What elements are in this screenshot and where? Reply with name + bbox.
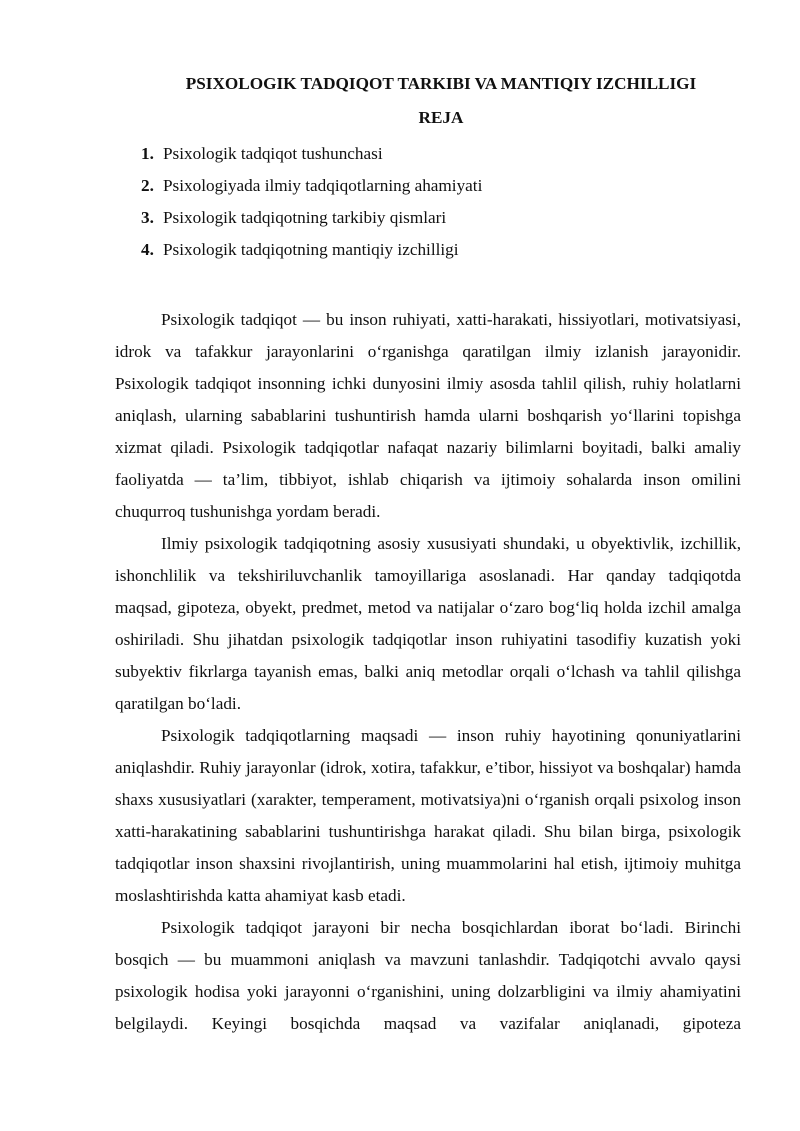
document-page [115,72,741,1040]
plan-item-number: 3. [141,208,154,227]
body-text [115,304,741,1040]
plan-item-number: 1. [141,144,154,163]
plan-item [115,234,741,266]
plan-list [115,138,741,266]
plan-item [115,170,741,202]
plan-item-text: Psixologik tadqiqotning mantiqiy izchilligi [163,240,459,259]
plan-item [115,202,741,234]
document-title: PSIXOLOGIK TADQIQOT TARKIBI VA MANTIQIY IZCHILLIGI [185,74,697,93]
plan-item [115,138,741,170]
plan-item-number: 2. [141,176,154,195]
plan-item-number: 4. [141,240,154,259]
plan-item-text: Psixologiyada ilmiy tadqiqotlarning ahamiyati [163,176,483,195]
paragraph: Psixologik tadqiqotlarning maqsadi — inson ruhiy hayotining qonuniyatlarini aniqlashdir. Ruhiy jarayonlar (idrok, xotira, tafakkur, e’tibor, hissiyot va boshqalar) hamda shaxs xususiyatlari (xarakter, temperament, motivatsiya)ni o‘rganish orqali psixolog inson xatti-harakatining sabablarini tushuntirishga harakat qiladi. Shu bilan birga, psixologik tadqiqotlar inson shaxsini rivojlantirish, uning muammolarini hal etish, ijtimoiy muhitga moslashtirishda katta ahamiyat kasb etadi. [115,726,741,905]
plan-item-text: Psixologik tadqiqotning tarkibiy qismlari [163,208,447,227]
paragraph: Psixologik tadqiqot jarayoni bir necha bosqichlardan iborat bo‘ladi. Birinchi bosqich — bu muammoni aniqlash va mavzuni tanlashdir. Tadqiqotchi avvalo qaysi psixologik hodisa yoki jarayonni o‘rganishini, uning dolzarbligini va ilmiy ahamiyatini belgilaydi. Keyingi bosqichda maqsad va vazifalar aniqlanadi, gipoteza [115,918,741,1033]
paragraph: Ilmiy psixologik tadqiqotning asosiy xususiyati shundaki, u obyektivlik, izchillik, ishonchlilik va tekshiriluvchanlik tamoyillariga asoslanadi. Har qanday tadqiqotda maqsad, gipoteza, obyekt, predmet, metod va natijalar o‘zaro bog‘liq holda izchil amalga oshiriladi. Shu jihatdan psixologik tadqiqotlar inson ruhiyatini tasodifiy kuzatish yoki subyektiv fikrlarga tayanish emas, balki aniq metodlar orqali o‘lchash va tahlil qilishga qaratilgan bo‘ladi. [115,534,741,713]
paragraph: Psixologik tadqiqot — bu inson ruhiyati, xatti-harakati, hissiyotlari, motivatsiyasi, idrok va tafakkur jarayonlarini o‘rganishga qaratilgan ilmiy izlanish jarayonidir. Psixologik tadqiqot insonning ichki dunyosini ilmiy asosda tahlil qilish, ruhiy holatlarni aniqlash, ularning sabablarini tushuntirish hamda ularni boshqarish yo‘llarini topishga xizmat qiladi. Psixologik tadqiqotlar nafaqat nazariy bilimlarni boyitadi, balki amaliy faoliyatda — ta’lim, tibbiyot, ishlab chiqarish va ijtimoiy sohalarda inson omilini chuqurroq tushunishga yordam beradi. [115,310,741,521]
plan-heading: REJA [418,108,464,127]
plan-item-text: Psixologik tadqiqot tushunchasi [163,144,383,163]
